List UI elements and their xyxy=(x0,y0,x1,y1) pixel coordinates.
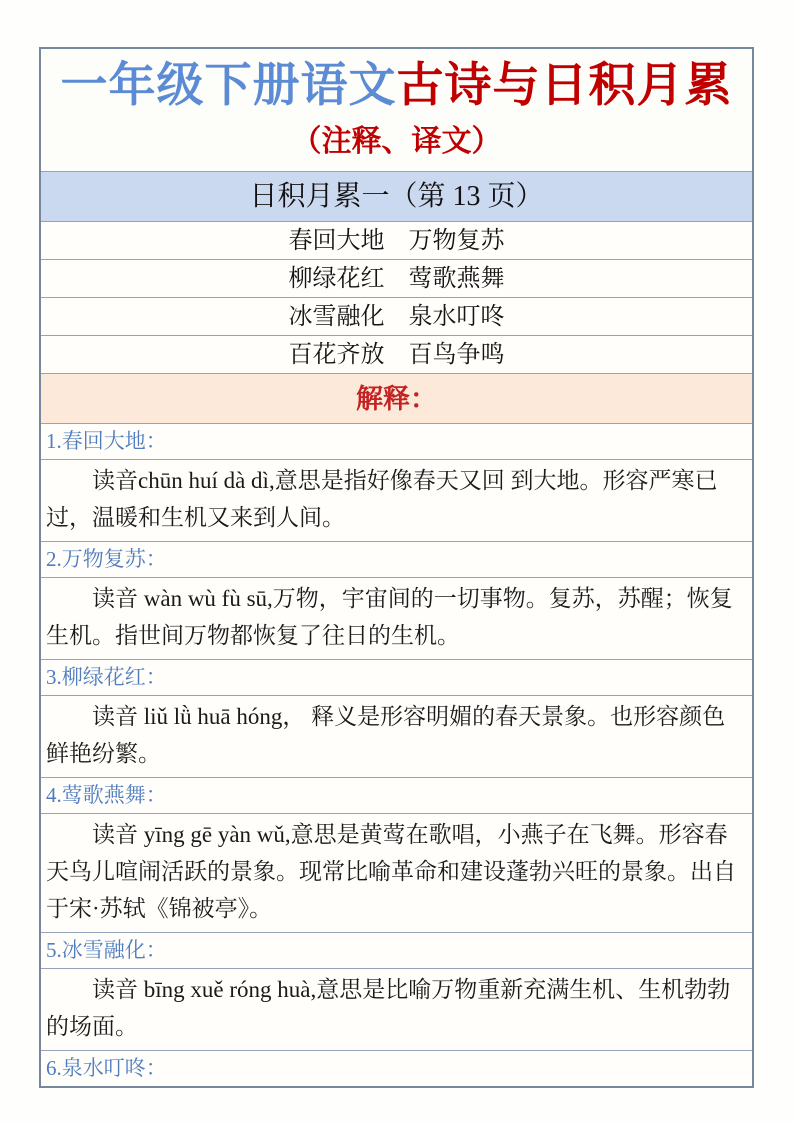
section-3-body: 读音 liǔ lǜ huā hóng， 释义是形容明媚的春天景象。也形容颜色鲜艳纷繁。 xyxy=(41,695,752,777)
explain-band: 解释： xyxy=(41,373,752,423)
title-block xyxy=(41,49,752,171)
section-1-body: 读音chūn huí dà dì,意思是指好像春天又回 到大地。形容严寒已过，温暖和生机又来到人间。 xyxy=(41,459,752,541)
section-2-body: 读音 wàn wù fù sū,万物，宇宙间的一切事物。复苏，苏醒；恢复生机。指世间万物都恢复了往日的生机。 xyxy=(41,577,752,659)
idiom-row-1: 春回大地 万物复苏 xyxy=(41,221,752,259)
section-5-header: 5.冰雪融化： xyxy=(41,932,752,968)
section-6-header: 6.泉水叮咚： xyxy=(41,1050,752,1086)
title-part-subject: 古诗与日积月累 xyxy=(396,60,733,112)
section-1-header: 1.春回大地： xyxy=(41,423,752,459)
page-subtitle: （注释、译文） xyxy=(291,125,502,158)
title-part-grade: 一年级下册语文 xyxy=(60,60,397,112)
section-4-body: 读音 yīng gē yàn wǔ,意思是黄莺在歌唱，小燕子在飞舞。形容春天鸟儿喧闹活跃的景象。现常比喻革命和建设蓬勃兴旺的景象。出自于宋·苏轼《锦被亭》。 xyxy=(41,813,752,932)
section-5-body: 读音 bīng xuě róng huà,意思是比喻万物重新充满生机、生机勃勃的场面。 xyxy=(41,968,752,1050)
section-2-header: 2.万物复苏： xyxy=(41,541,752,577)
idiom-row-3: 冰雪融化 泉水叮咚 xyxy=(41,297,752,335)
page-title xyxy=(41,55,752,117)
idiom-row-4: 百花齐放 百鸟争鸣 xyxy=(41,335,752,373)
unit-band: 日积月累一（第 13 页） xyxy=(41,171,752,221)
section-3-header: 3.柳绿花红： xyxy=(41,659,752,695)
idiom-row-2: 柳绿花红 莺歌燕舞 xyxy=(41,259,752,297)
section-4-header: 4.莺歌燕舞： xyxy=(41,777,752,813)
worksheet-table xyxy=(39,47,754,1088)
